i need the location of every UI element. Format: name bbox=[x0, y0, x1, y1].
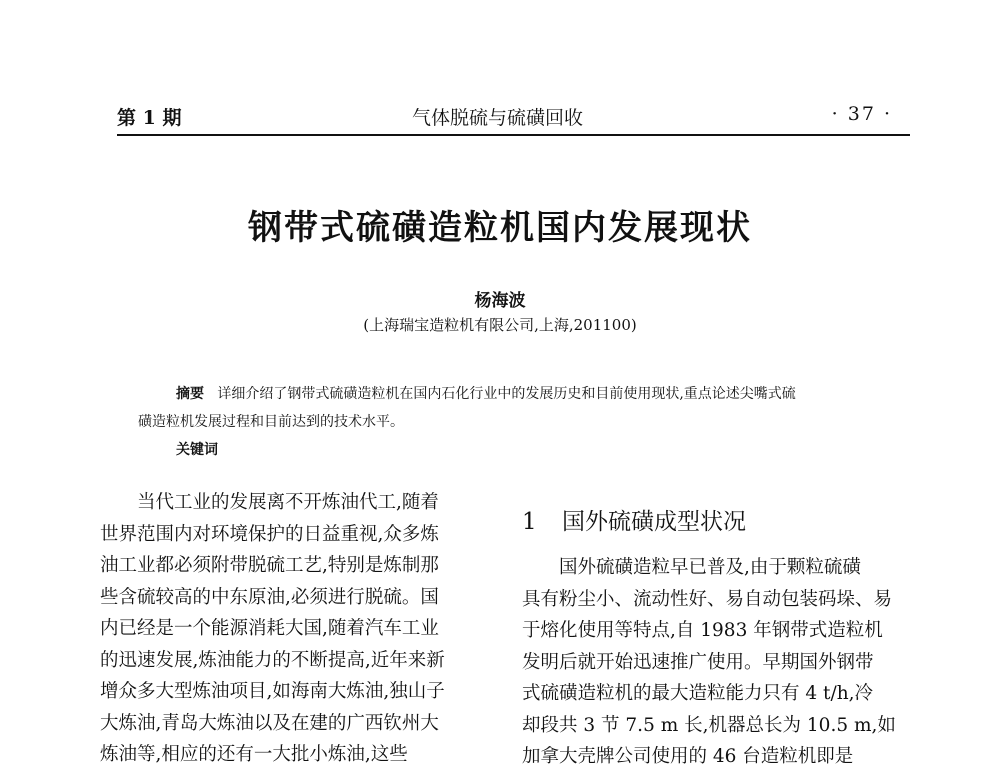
abstract-text-1: 详细介绍了钢带式硫磺造粒机在国内石化行业中的发展历史和目前使用现状,重点论述尖嘴式硫 bbox=[217, 386, 796, 402]
body-line: 加拿大壳牌公司使用的 46 台造粒机即是 bbox=[522, 746, 854, 767]
abstract-line-2: 磺造粒机发展过程和目前达到的技术水平。 bbox=[138, 414, 404, 430]
body-line: 具有粉尘小、流动性好、易自动包装码垛、易 bbox=[522, 588, 893, 610]
page-number: · 37 · bbox=[831, 103, 892, 125]
right-column bbox=[522, 552, 912, 773]
abstract-label: 摘要 bbox=[176, 386, 204, 402]
running-header bbox=[117, 103, 910, 133]
body-line: 增众多大型炼油项目,如海南大炼油,独山子 bbox=[100, 681, 445, 702]
journal-name: 气体脱硫与硫磺回收 bbox=[412, 107, 584, 129]
body-line: 的迅速发展,炼油能力的不断提高,近年来新 bbox=[100, 649, 445, 671]
body-line: 内已经是一个能源消耗大国,随着汽车工业 bbox=[100, 618, 439, 639]
header-rule bbox=[117, 134, 910, 136]
author-name: 杨海波 bbox=[474, 291, 526, 311]
body-line: 发明后就开始迅速推广使用。早期国外钢带 bbox=[522, 651, 874, 673]
section-number: 1 bbox=[522, 509, 537, 535]
body-line: 些含硫较高的中东原油,必须进行脱硫。国 bbox=[100, 586, 439, 608]
section-heading bbox=[522, 503, 746, 536]
body-line: 当代工业的发展离不开炼油代工,随着 bbox=[137, 492, 439, 513]
body-line: 国外硫磺造粒早已普及,由于颗粒硫磺 bbox=[559, 557, 861, 578]
body-line: 于熔化使用等特点,自 1983 年钢带式造粒机 bbox=[522, 620, 883, 641]
section-title: 国外硫磺成型状况 bbox=[562, 509, 746, 535]
body-line: 世界范围内对环境保护的日益重视,众多炼 bbox=[100, 523, 439, 545]
body-line: 式硫磺造粒机的最大造粒能力只有 4 t/h,冷 bbox=[522, 683, 873, 704]
abstract-line-1 bbox=[176, 380, 796, 408]
author-affiliation: (上海瑞宝造粒机有限公司,上海,201100) bbox=[363, 316, 637, 334]
body-line: 大炼油,青岛大炼油以及在建的广西钦州大 bbox=[100, 712, 439, 734]
left-column bbox=[100, 487, 490, 771]
body-line: 却段共 3 节 7.5 m 长,机器总长为 10.5 m,如 bbox=[522, 714, 896, 736]
issue-number: 第 1 期 bbox=[117, 107, 182, 129]
article-title: 钢带式硫磺造粒机国内发展现状 bbox=[248, 208, 752, 248]
body-line: 油工业都必须附带脱硫工艺,特别是炼制那 bbox=[100, 555, 439, 576]
body-line: 炼油等,相应的还有一大批小炼油,这些 bbox=[100, 744, 408, 765]
keywords-label: 关键词 bbox=[176, 442, 218, 458]
